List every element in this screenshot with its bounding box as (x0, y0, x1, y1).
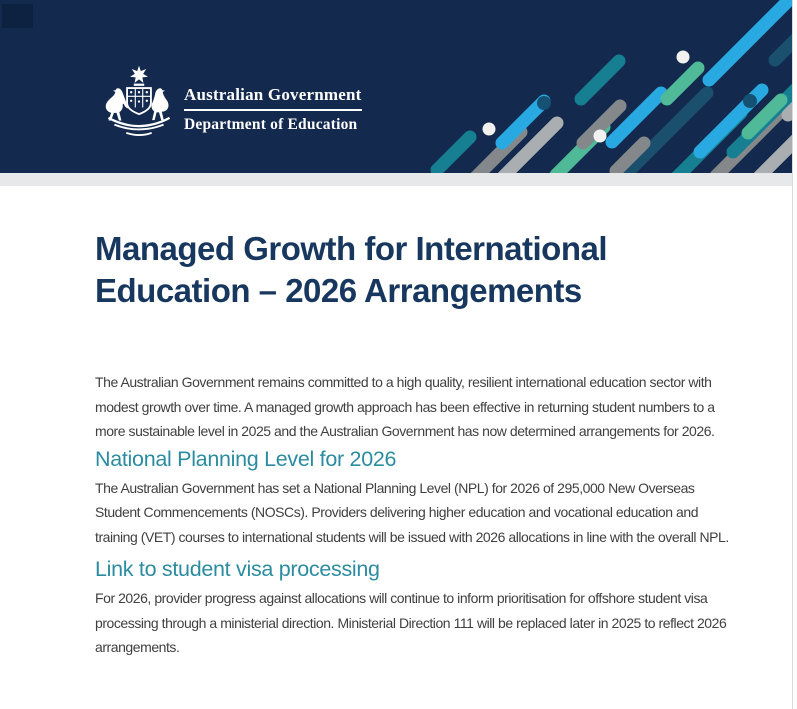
header-banner (0, 0, 793, 173)
document-body (0, 186, 797, 660)
section-paragraph-national-planning-level: The Australian Government has set a National Planning Level (NPL) for 2026 of 295,000 New Overseas Student Commencements (NOSCs). Providers delivering higher education and vocational education and training (VET) courses to international students will be issued with 2026 allocations in line with the overall NPL. (95, 479, 729, 545)
section-paragraph-visa-processing: For 2026, provider progress against allocations will continue to inform prioritisation for offshore student visa processing through a ministerial direction. Ministerial Direction 111 will be replaced later in 2025 to reflect 2026 arrangements. (95, 590, 727, 655)
logo-divider (184, 109, 362, 111)
page-edge (792, 0, 797, 709)
section-heading-national-planning-level: National Planning Level for 2026 (95, 446, 397, 471)
government-wordmark: Australian Government (184, 85, 362, 104)
section-heading-visa-processing: Link to student visa processing (95, 557, 380, 581)
agency-wordmark (184, 85, 362, 134)
header-separator-band (0, 173, 797, 186)
intro-paragraph: The Australian Government remains committed to a high quality, resilient international education sector with modest growth over time. A managed growth approach has been effective in returning student numbers to a more sustainable level in 2025 and the Australian Government has now determined arrangements for 2026. (95, 374, 715, 439)
australian-coat-of-arms-icon (98, 64, 180, 142)
department-wordmark: Department of Education (184, 115, 358, 133)
page-title: Managed Growth for International Education – 2026 Arrangements (95, 230, 608, 309)
